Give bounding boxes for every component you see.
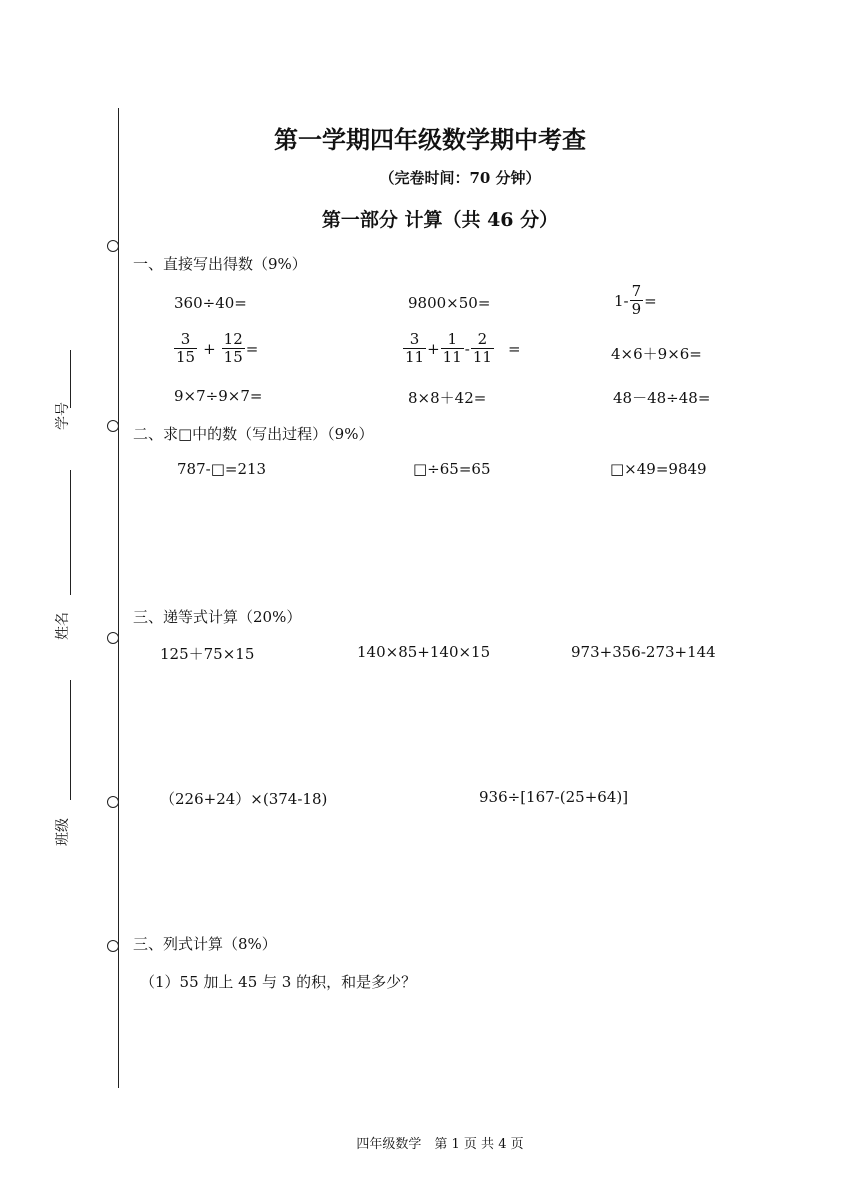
denominator: 11: [472, 348, 492, 367]
denominator: 11: [442, 348, 462, 367]
s2-item-3: □×49=9849: [610, 460, 707, 478]
s3-expr-4: （226+24）×(374-18): [160, 790, 328, 808]
name-line: [70, 470, 71, 595]
s1-expr-8: 8×8＋42=: [408, 389, 487, 407]
fraction: [630, 283, 644, 319]
fraction: [471, 331, 494, 367]
numerator: 2: [471, 331, 494, 349]
operator: +: [427, 339, 440, 358]
binding-hole: [107, 940, 119, 952]
fraction: [441, 331, 464, 367]
fraction: [403, 331, 426, 367]
equals: =: [245, 339, 259, 358]
page-footer: 四年级数学 第 1 页 共 4 页: [356, 1137, 524, 1152]
s3-expr-3: 973+356-273+144: [571, 643, 716, 661]
numerator: 1: [441, 331, 464, 349]
s3-expr-5: 936÷[167-(25+64)]: [479, 788, 629, 806]
s1-expr-2: 9800×50=: [408, 294, 491, 312]
section-2-heading: 二、求□中的数（写出过程）（9%）: [133, 425, 374, 443]
s1-expr-4: [174, 331, 259, 367]
binding-hole: [107, 240, 119, 252]
student-no-label: 学号: [55, 402, 71, 430]
s1-expr-1: 360÷40=: [174, 294, 247, 312]
numerator: 3: [174, 331, 197, 349]
class-line: [70, 680, 71, 800]
operator: +: [203, 339, 216, 358]
page-title: 第一学期四年级数学期中考查: [274, 125, 586, 154]
numerator: 12: [223, 330, 243, 348]
s1-expr-5: [403, 331, 522, 367]
subtitle: （完卷时间：70 分钟）: [379, 169, 541, 187]
part-title: 第一部分 计算（共 46 分）: [321, 209, 559, 231]
s3-expr-2: 140×85+140×15: [357, 643, 491, 661]
equals: =: [507, 339, 521, 358]
denominator: 15: [176, 348, 196, 367]
frac-suffix: =: [644, 291, 657, 310]
frac-prefix: 1-: [614, 291, 629, 310]
s4-question-1: （1）55 加上 45 与 3 的积，和是多少？: [140, 973, 417, 991]
section-1-heading: 一、直接写出得数（9%）: [133, 255, 307, 273]
s1-expr-6: 4×6＋9×6=: [611, 345, 702, 363]
section-4-heading: 三、列式计算（8%）: [133, 935, 277, 953]
denominator: 15: [223, 348, 243, 367]
numerator: 7: [631, 282, 642, 300]
s3-expr-1: 125＋75×15: [160, 645, 255, 663]
fraction: [174, 331, 197, 367]
binding-hole: [107, 420, 119, 432]
binding-hole: [107, 796, 119, 808]
class-label: 班级: [55, 818, 71, 846]
denominator: 11: [405, 348, 425, 367]
binding-hole: [107, 632, 119, 644]
operator: -: [464, 339, 470, 358]
fraction: [222, 331, 245, 367]
s2-item-1: 787-□=213: [177, 460, 267, 478]
s1-expr-3: [613, 283, 658, 319]
section-3-heading: 三、递等式计算（20%）: [133, 608, 302, 626]
numerator: 3: [403, 331, 426, 349]
s1-expr-9: 48－48÷48=: [613, 389, 711, 407]
s2-item-2: □÷65=65: [413, 460, 491, 478]
denominator: 9: [631, 300, 642, 319]
s1-expr-7: 9×7÷9×7=: [174, 387, 263, 405]
binding-line: [118, 108, 119, 1088]
name-label: 姓名: [55, 612, 71, 640]
